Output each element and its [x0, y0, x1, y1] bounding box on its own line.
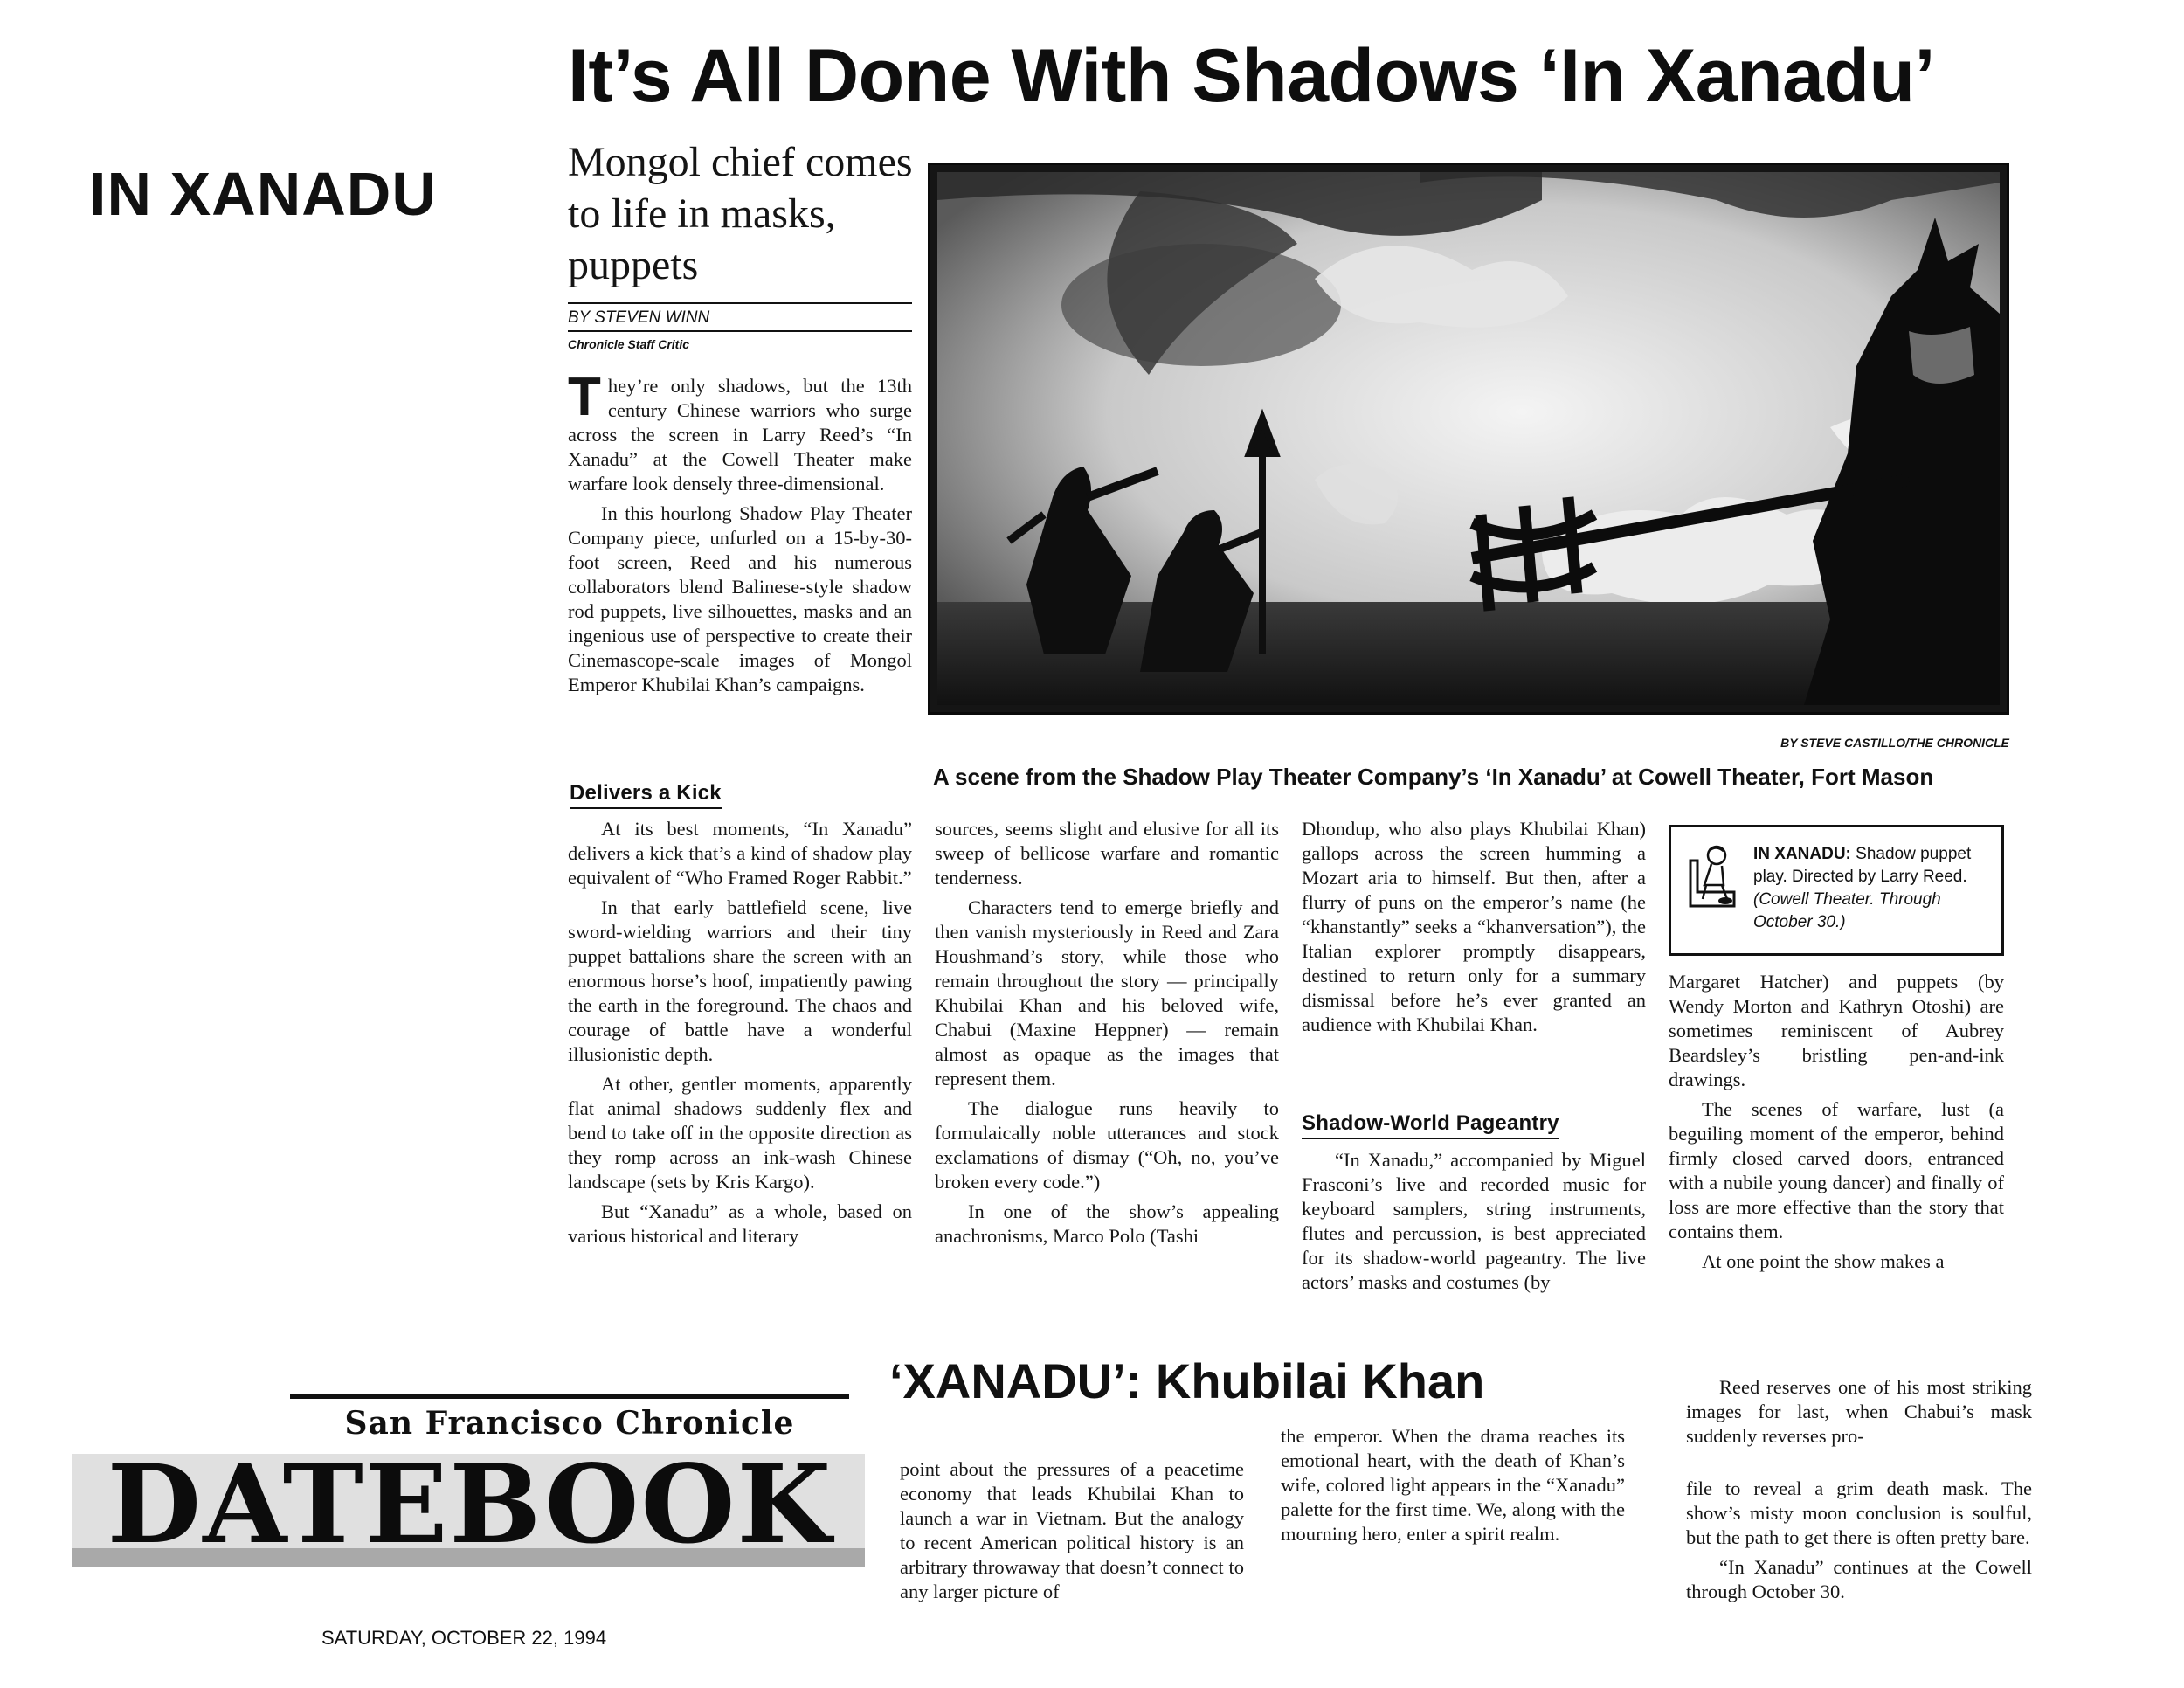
photo — [928, 163, 2009, 715]
paragraph: At one point the show makes a — [1702, 1250, 1945, 1272]
paragraph: In this hourlong Shadow Play Theater Company piece, unfurled on a 15-by-30-foot screen, Reed and his numerous collaborators blend Balinese-style shadow rod puppets, live silhouettes, masks and an ingenious use of perspective to create their Cinemascope-scale images of Mongol Emperor Khubilai Khan’s campaigns. — [568, 502, 912, 695]
masthead — [72, 1394, 865, 1578]
jump-column-3b — [1686, 1477, 2032, 1609]
jump-column-2 — [1281, 1424, 1625, 1552]
article-column-1b — [568, 817, 912, 1254]
paragraph: “In Xanadu,” accompanied by Miguel Frasconi’s live and recorded music for keyboard samplers, string instruments, flutes and percussion, is best appreciated for its shadow-world pageantry. The live actors’ masks and costumes (by — [1302, 1149, 1646, 1293]
photo-caption: A scene from the Shadow Play Theater Company’s ‘In Xanadu’ at Cowell Theater, Fort Mason — [933, 764, 1934, 790]
byline-title: Chronicle Staff Critic — [568, 337, 689, 351]
paragraph: sources, seems slight and elusive for all its sweep of bellicose warfare and romantic tenderness. — [935, 818, 1279, 889]
dropcap: T — [568, 367, 601, 427]
subhead-delivers-a-kick — [570, 781, 722, 809]
paragraph: point about the pressures of a peacetime economy that leads Khubilai Khan to launch a war in Vietnam. But the analogy to recent American political history is an arbitrary throwaway that doesn’t connect to any larger picture of — [900, 1458, 1244, 1602]
jump-column-1 — [900, 1457, 1244, 1609]
subhead-1: Delivers a Kick — [570, 781, 722, 809]
masthead-section: DATEBOOK — [107, 1442, 833, 1568]
paragraph: Reed reserves one of his most striking images for last, when Chabui’s mask suddenly reverses pro- — [1686, 1376, 2032, 1447]
info-box-italic: (Cowell Theater. Through October 30.) — [1753, 890, 1941, 931]
byline-block — [568, 302, 912, 351]
jump-column-3a — [1686, 1375, 2032, 1454]
paragraph: At other, gentler moments, apparently flat animal shadows suddenly flex and bend to take off in the opposite direction as they romp across an ink-wash Chinese landscape (sets by Kris Kargo). — [568, 1073, 912, 1193]
article-column-4 — [1669, 970, 2004, 1279]
photo-credit: BY STEVE CASTILLO/THE CHRONICLE — [1780, 736, 2009, 750]
info-box-title: IN XANADU: — [1753, 845, 1851, 863]
paragraph: “In Xanadu” continues at the Cowell through October 30. — [1686, 1556, 2032, 1602]
deck: Mongol chief comes to life in masks, puppets — [568, 139, 913, 288]
paragraph: But “Xanadu” as a whole, based on various historical and literary — [568, 1200, 912, 1247]
info-box-text: Shadow puppet play. Directed by Larry Reed. — [1753, 845, 1972, 886]
section-label: IN XANADU — [89, 160, 437, 228]
headline: It’s All Done With Shadows ‘In Xanadu’ — [568, 34, 1935, 118]
paragraph: The scenes of warfare, lust (a beguiling moment of the emperor, behind firmly closed carved doors, entranced with a nubile young dancer) and finally of loss are more effective than the story that contains them. — [1669, 1098, 2004, 1242]
paragraph: the emperor. When the drama reaches its emotional heart, with the death of Khan’s wife, colored light appears in the “Xanadu” palette for the first time. We, along with the mourning hero, enter a spirit realm. — [1281, 1425, 1625, 1545]
paragraph: Characters tend to emerge briefly and then vanish mysteriously in Reed and Zara Houshmand’s story, while those who remain throughout the story — principally Khubilai Khan and his beloved wife, Chabui (Maxine Heppner) — remain almost as opaque as the images that represent them. — [935, 896, 1279, 1090]
paragraph: In one of the show’s appealing anachronisms, Marco Polo (Tashi — [935, 1200, 1279, 1247]
theater-critic-icon — [1685, 843, 1739, 913]
paragraph: Margaret Hatcher) and puppets (by Wendy Morton and Kathryn Otoshi) are sometimes reminiscent of Aubrey Beardsley’s bristling pen-and-ink drawings. — [1669, 971, 2004, 1090]
paragraph: In that early battlefield scene, live sword-wielding warriors and their tiny puppet battalions share the screen with an enormous horse’s hoof, impatiently pawing the earth in the foreground. The chaos and courage of battle have a wonderful illusionistic depth. — [568, 896, 912, 1065]
article-column-1 — [568, 367, 912, 702]
byline: BY STEVEN WINN — [568, 308, 710, 327]
jump-head: ‘XANADU’: Khubilai Khan — [889, 1353, 1485, 1408]
subhead-shadow-world-pageantry — [1302, 1111, 1559, 1139]
article-column-3 — [1302, 817, 1646, 1042]
masthead-paper: San Francisco Chronicle — [344, 1405, 795, 1442]
subhead-2: Shadow-World Pageantry — [1302, 1111, 1559, 1139]
article-column-3b — [1302, 1148, 1646, 1300]
masthead-date: SATURDAY, OCTOBER 22, 1994 — [321, 1627, 607, 1649]
info-box — [1669, 825, 2004, 956]
paragraph: At its best moments, “In Xanadu” delivers a kick that’s a kind of shadow play equivalent of “Who Framed Roger Rabbit.” — [568, 818, 912, 889]
article-column-2 — [935, 817, 1279, 1254]
shadow-puppet-photo-icon — [930, 165, 2007, 712]
paragraph: The dialogue runs heavily to formulaically noble utterances and stock exclamations of dismay (“Oh, no, you’ve broken every code.”) — [935, 1097, 1279, 1193]
paragraph: hey’re only shadows, but the 13th century Chinese warriors who surge across the screen in Larry Reed’s “In Xanadu” at the Cowell Theater make warfare look densely three-dimensional. — [568, 375, 912, 495]
paragraph: Dhondup, who also plays Khubilai Khan) gallops across the screen humming a Mozart aria to himself. But then, after a flurry of puns on the emperor’s name (he “khanstantly” seeks a “khanversation”), the Italian explorer promptly disappears, destined to return only for a summary dismissal before he’s ever granted an audience with Khubilai Khan. — [1302, 818, 1646, 1035]
paragraph: file to reveal a grim death mask. The show’s misty moon conclusion is soulful, but the path to get there is often pretty bare. — [1686, 1477, 2032, 1548]
